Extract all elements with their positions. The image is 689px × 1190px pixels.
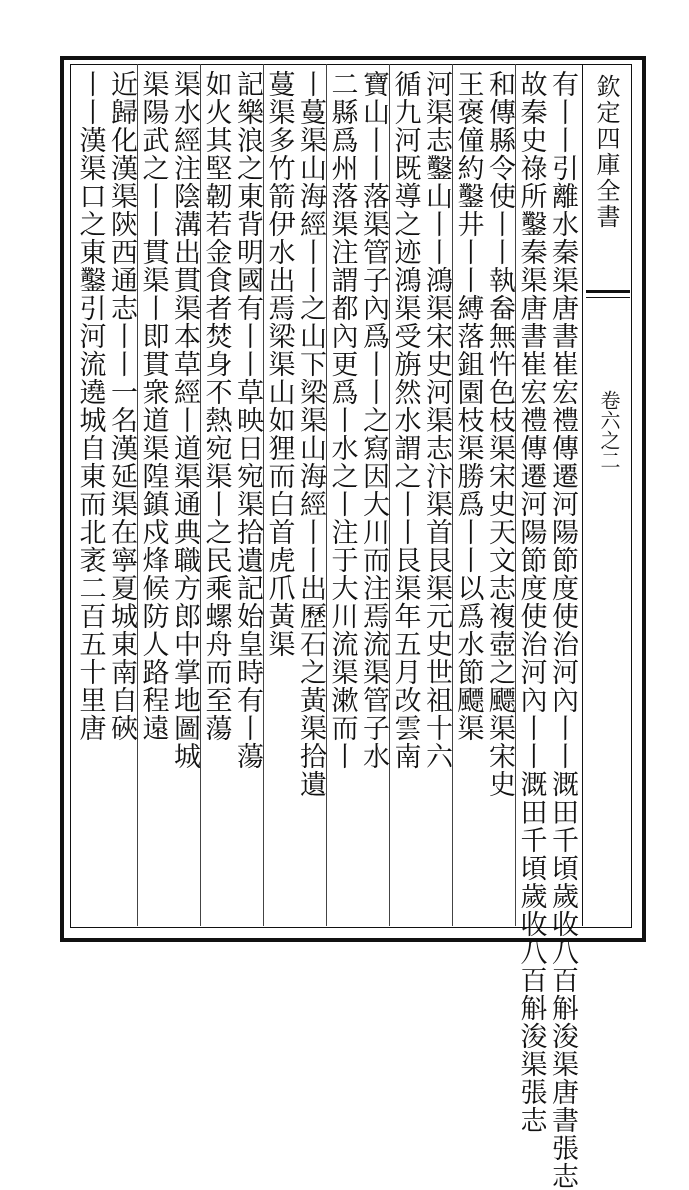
column-rule [326, 64, 327, 926]
text-column: 記樂浪之東背明國有丨丨草映日宛渠拾遺記始皇時有丨蕩 [232, 70, 263, 770]
text-column: 故秦史祿所鑿秦渠唐書崔宏禮傳遷河陽節度使治河內丨丨溉田千頃歲收八百斛浚渠張志 [515, 70, 547, 1134]
fish-tail-mark [586, 290, 630, 293]
column-rule [263, 64, 264, 926]
banxin-title: 欽定四庫全書 [592, 74, 620, 230]
banxin-volume-label: 卷六之二 [597, 390, 621, 470]
text-column: 近歸化漢渠陝西通志丨丨一名漢延渠在寧夏城東南自硤 [106, 70, 137, 742]
text-column: 有丨丨引離水秦渠唐書崔宏禮傳遷河陽節度使治河內丨丨溉田千頃歲收八百斛浚渠唐書張志 [547, 70, 578, 1190]
column-rule [389, 64, 390, 926]
text-column: 渠陽武之丨丨貫渠丨即貫衆道渠隍鎮戍烽候防人路程遠 [137, 70, 169, 742]
text-column: 二縣爲州落渠注謂都內更爲丨水之丨注于大川流渠漱而丨 [326, 70, 358, 770]
text-column: 河渠志鑿山丨丨鴻渠宋史河渠志汴渠首艮渠元史世祖十六 [421, 70, 452, 770]
text-column: 循九河既導之迹鴻渠受旃然水謂之丨丨艮渠年五月改雲南 [389, 70, 421, 770]
text-column: 寶山丨丨落渠管子內爲丨丨之寫因大川而注焉流渠管子水 [358, 70, 389, 770]
column-rule [515, 64, 516, 926]
column-rule [452, 64, 453, 926]
text-column: 丨丨漢渠口之東鑿引河流遶城自東而北袤二百五十里唐 [74, 70, 106, 742]
fish-tail-mark-thin [586, 297, 630, 298]
column-rule [200, 64, 201, 926]
text-column: 蔓渠多竹箭伊水出焉梁渠山如狸而白首虎爪黃渠 [263, 70, 295, 658]
text-column: 如火其堅韌若金食者焚身不熱宛渠丨之民乘螺舟而至蕩 [200, 70, 232, 742]
column-rule [137, 64, 138, 926]
text-column: 丨蔓渠山海經丨丨之山下梁渠山海經丨丨出歷石之黃渠拾遺 [295, 70, 326, 798]
text-column: 王褒僮約鑿井丨丨縛落鉏園枝渠勝爲丨丨以爲水節飃渠 [452, 70, 484, 742]
text-column: 和傳縣令使丨丨執畚無忤色枝渠宋史天文志複壺之飃渠宋史 [484, 70, 515, 798]
text-column: 渠水經注陰溝出貫渠本草經丨道渠通典職方郎中掌地圖城 [169, 70, 200, 770]
